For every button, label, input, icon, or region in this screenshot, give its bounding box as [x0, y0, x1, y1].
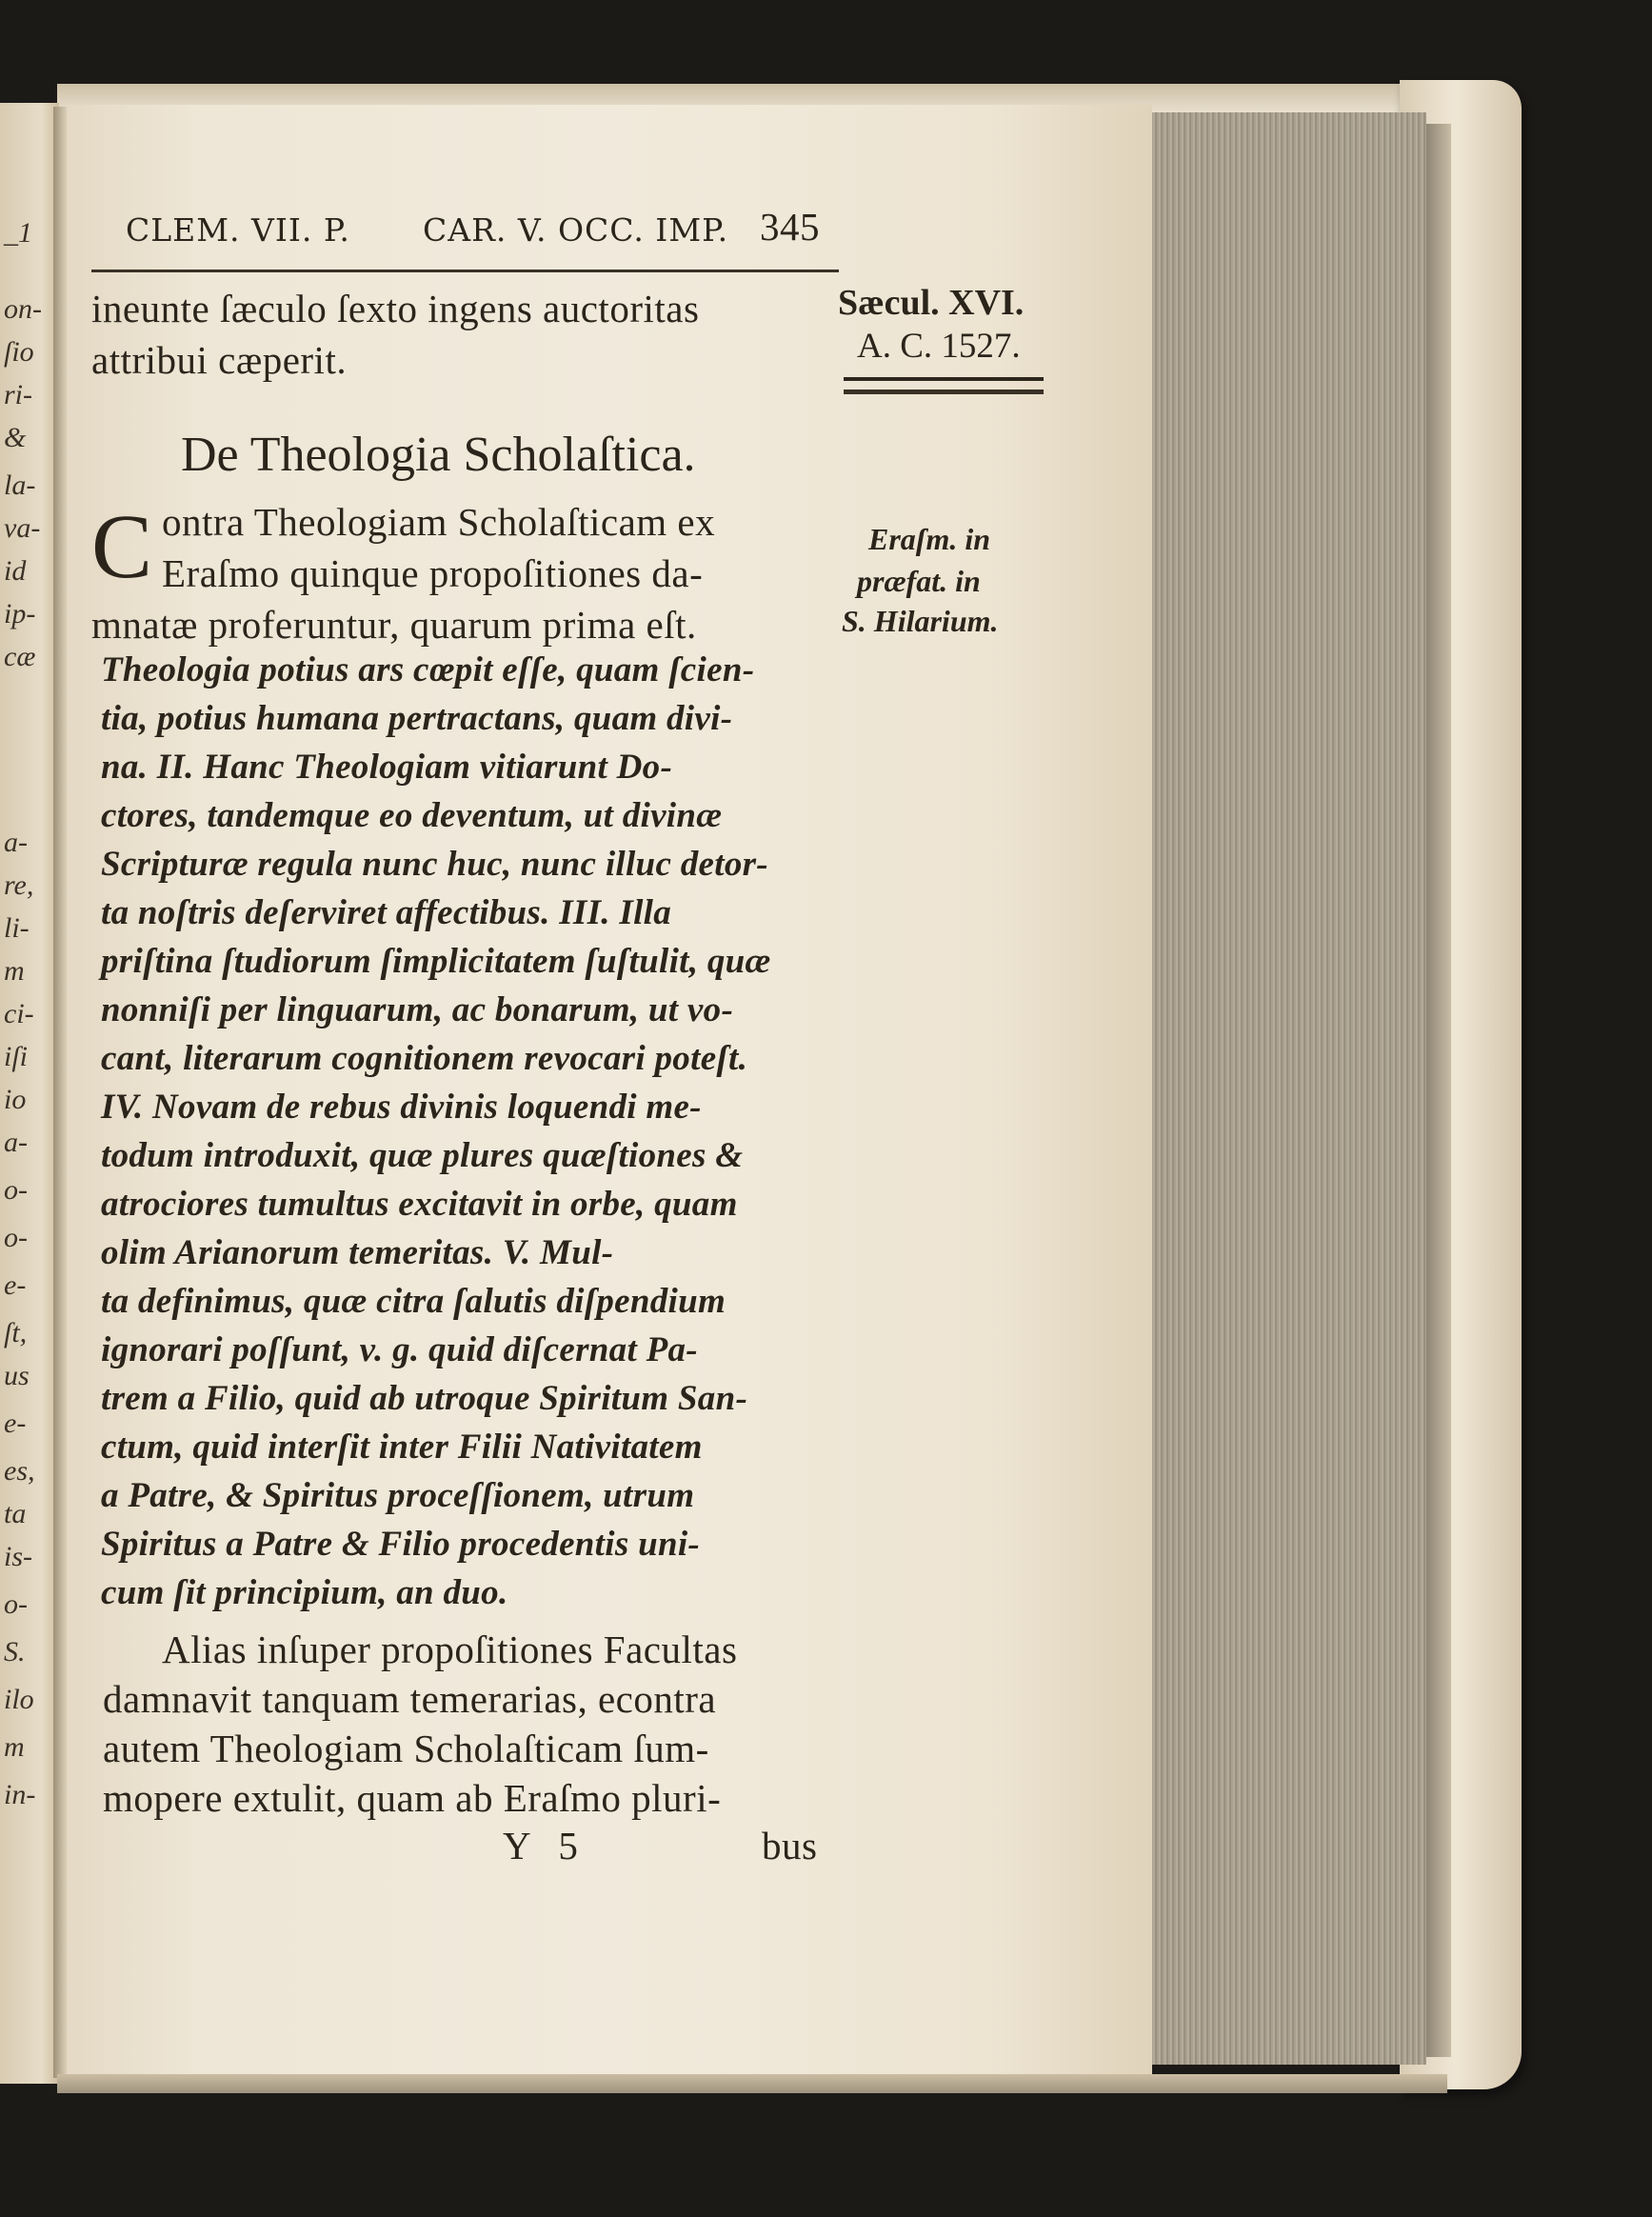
italic-line: ta definimus, quæ citra ſalutis diſpendium: [101, 1282, 726, 1321]
signature-mark: Y 5: [503, 1824, 587, 1867]
running-head-pope: CLEM. VII. P.: [126, 211, 350, 249]
facing-page-text-fragment: o-: [4, 1588, 28, 1620]
facing-page-text-fragment: o-: [4, 1222, 28, 1253]
facing-page-text-fragment: us: [4, 1360, 30, 1391]
facing-page-text-fragment: id: [4, 555, 27, 587]
italic-line: priſtina ſtudiorum ſimplicitatem ſuſtulit, quæ: [101, 942, 771, 981]
italic-line: nonniſi per linguarum, ac bonarum, ut vo-: [101, 990, 734, 1029]
margin-rule-thick: [844, 389, 1044, 394]
section-title: De Theologia Scholaſtica.: [181, 428, 696, 482]
body-line: mnatæ proferuntur, quarum prima eſt.: [91, 603, 697, 647]
facing-page-text-fragment: ip-: [4, 598, 36, 629]
facing-page-text-fragment: re,: [4, 869, 34, 901]
facing-page-text-fragment: ilo: [4, 1684, 34, 1715]
final-paragraph-line: mopere extulit, quam ab Eraſmo pluri-: [103, 1776, 722, 1820]
italic-line: IV. Novam de rebus divinis loquendi me-: [101, 1088, 702, 1127]
facing-page-text-fragment: e-: [4, 1269, 27, 1301]
final-paragraph-line: autem Theologiam Scholaſticam ſum-: [103, 1727, 709, 1770]
margin-reference-line: Eraſm. in: [868, 522, 991, 556]
margin-reference-line: S. Hilarium.: [842, 604, 999, 638]
facing-page-text-fragment: ta: [4, 1498, 27, 1529]
italic-line: ctum, quid interſit inter Filii Nativitatem: [101, 1428, 703, 1467]
italic-line: atrociores tumultus excitavit in orbe, quam: [101, 1185, 738, 1224]
final-paragraph-line: Alias inſuper propoſitiones Facultas: [162, 1628, 738, 1671]
intro-line: ineunte ſæculo ſexto ingens auctoritas: [91, 287, 700, 330]
facing-page-text-fragment: &: [4, 422, 27, 453]
italic-line: ta noſtris deſerviret affectibus. III. Illa: [101, 893, 672, 932]
facing-page-text-fragment: io: [4, 1084, 27, 1115]
italic-line: trem a Filio, quid ab utroque Spiritum San-: [101, 1379, 748, 1418]
book-bottom-edge: [57, 2074, 1447, 2093]
facing-page-text-fragment: m: [4, 1731, 25, 1763]
facing-page-text-fragment: cæ: [4, 641, 36, 672]
facing-page-text-fragment: la-: [4, 469, 36, 501]
facing-page-text-fragment: m: [4, 955, 25, 987]
italic-line: ignorari poſſunt, v. g. quid diſcernat Pa-: [101, 1330, 698, 1369]
facing-page-text-fragment: va-: [4, 512, 41, 544]
facing-page-text-fragment: is-: [4, 1541, 32, 1572]
italic-line: cant, literarum cognitionem revocari poteſt.: [101, 1039, 748, 1078]
page-fore-edge: [1139, 112, 1426, 2065]
margin-century: Sæcul. XVI.: [838, 283, 1025, 323]
facing-page-text-fragment: ri-: [4, 379, 32, 410]
intro-line: attribui cæperit.: [91, 338, 348, 382]
margin-rule: [844, 377, 1044, 381]
italic-line: olim Arianorum temeritas. V. Mul-: [101, 1233, 614, 1272]
italic-line: todum introduxit, quæ plures quæſtiones &: [101, 1136, 744, 1175]
facing-page-text-fragment: e-: [4, 1408, 27, 1439]
facing-page-text-fragment: a-: [4, 827, 28, 858]
body-line: Eraſmo quinque propoſitiones da-: [162, 551, 704, 595]
facing-page-text-fragment: S.: [4, 1636, 26, 1668]
facing-page-text-fragment: _1: [4, 217, 32, 249]
italic-line: ctores, tandemque eo deventum, ut divinæ: [101, 796, 723, 835]
facing-page-text-fragment: ſio: [4, 336, 34, 368]
facing-page-text-fragment: ci-: [4, 998, 34, 1029]
italic-line: a Patre, & Spiritus proceſſionem, utrum: [101, 1476, 695, 1515]
facing-page-text-fragment: on-: [4, 293, 42, 325]
final-paragraph-line: damnavit tanquam temerarias, econtra: [103, 1677, 717, 1721]
facing-page-text-fragment: ſt,: [4, 1317, 28, 1348]
facing-page-fragment: [0, 103, 59, 2084]
italic-line: cum ſit principium, an duo.: [101, 1573, 508, 1612]
facing-page-text-fragment: in-: [4, 1779, 36, 1810]
margin-reference-line: præfat. in: [857, 564, 981, 598]
italic-line: Theologia potius ars cœpit eſſe, quam ſcien-: [101, 650, 755, 689]
running-head-emperor: CAR. V. OCC. IMP.: [423, 211, 729, 249]
italic-line: tia, potius humana pertractans, quam divi-: [101, 699, 733, 738]
drop-cap: C: [91, 495, 153, 597]
page-number: 345: [760, 205, 820, 249]
facing-page-text-fragment: o-: [4, 1174, 28, 1206]
facing-page-text-fragment: a-: [4, 1127, 28, 1158]
catchword: bus: [762, 1824, 818, 1867]
facing-page-text-fragment: li-: [4, 912, 30, 944]
cover-inner-edge: [1424, 124, 1451, 2057]
italic-line: Scripturæ regula nunc huc, nunc illuc detor-: [101, 845, 768, 884]
body-line: ontra Theologiam Scholaſticam ex: [162, 500, 716, 544]
facing-page-text-fragment: iſi: [4, 1041, 29, 1072]
facing-page-text-fragment: es,: [4, 1455, 35, 1487]
italic-line: na. II. Hanc Theologiam vitiarunt Do-: [101, 748, 673, 787]
margin-year: A. C. 1527.: [857, 327, 1021, 366]
italic-line: Spiritus a Patre & Filio procedentis uni-: [101, 1525, 701, 1564]
head-rule: [91, 270, 839, 272]
